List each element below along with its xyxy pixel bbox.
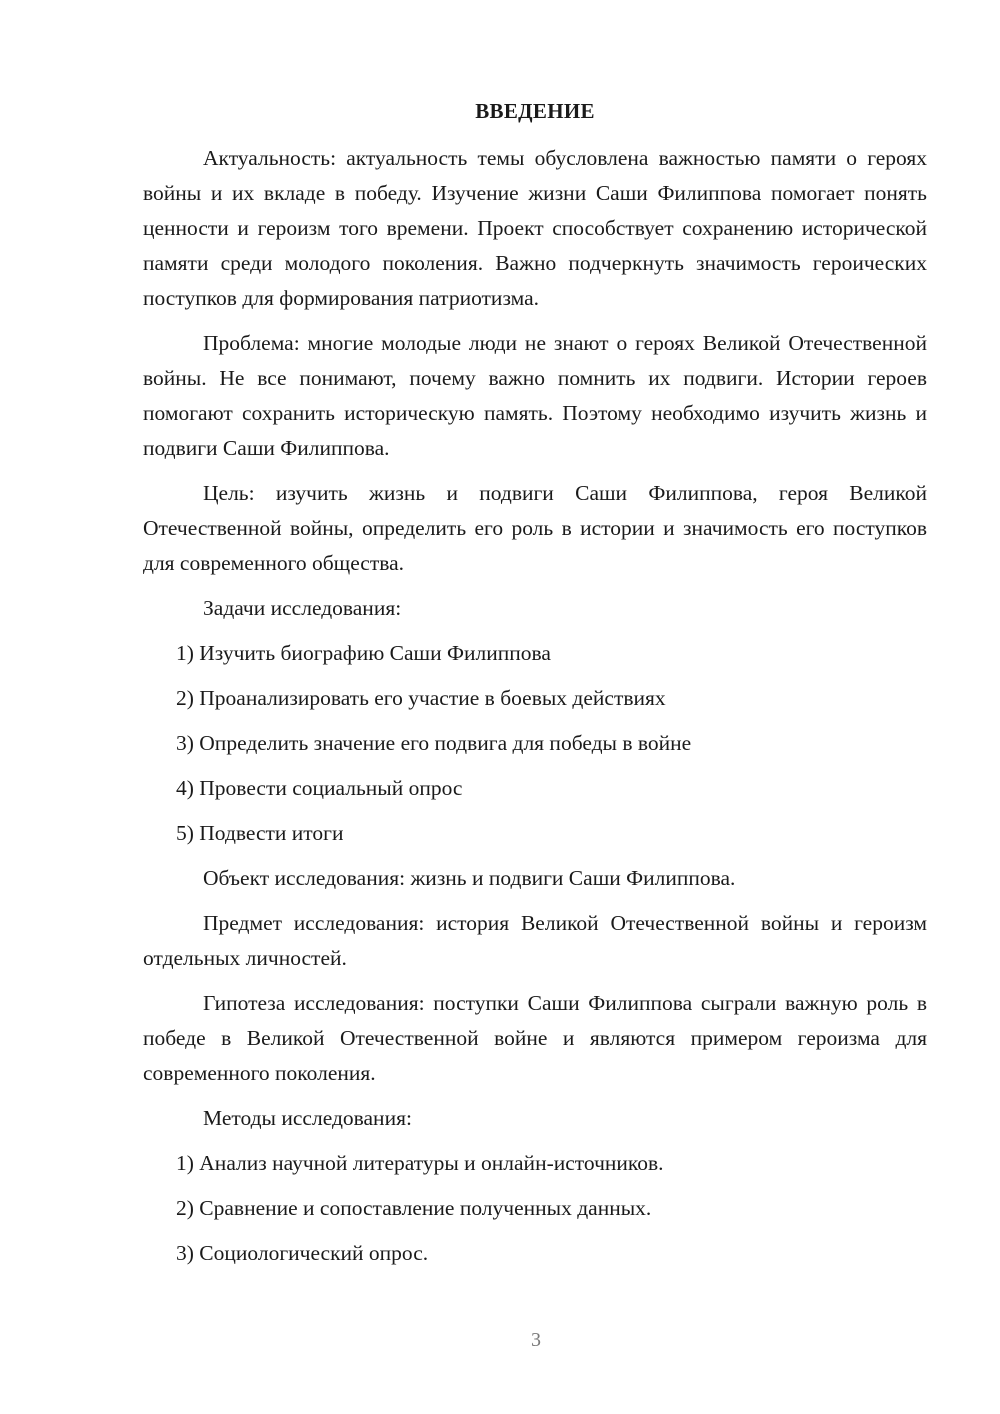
tasks-list [143, 636, 927, 851]
relevance-paragraph: Актуальность: актуальность темы обусловлена важностью памяти о героях войны и их вкладе в победу. Изучение жизни Саши Филиппова помогает понять ценности и героизм того времени. Проект способствует сохранению исторической памяти среди молодого поколения. Важно подчеркнуть значимость героических поступков для формирования патриотизма. [143, 146, 927, 310]
hypothesis-paragraph: Гипотеза исследования: поступки Саши Филиппова сыграли важную роль в победе в Великой Отечественной войне и являются примером героизма для современного поколения. [143, 991, 927, 1085]
page-title: ВВЕДЕНИЕ [475, 99, 595, 123]
page-number: 3 [531, 1329, 541, 1351]
list-item: 3) Социологический опрос. [176, 1241, 429, 1265]
subject-paragraph: Предмет исследования: история Великой Отечественной войны и героизм отдельных личностей. [143, 911, 927, 970]
list-item: 2) Проанализировать его участие в боевых действиях [176, 686, 666, 710]
methods-list [143, 1146, 927, 1271]
tasks-heading: Задачи исследования: [203, 596, 402, 620]
list-item: 3) Определить значение его подвига для победы в войне [176, 731, 692, 755]
list-item: 5) Подвести итоги [176, 821, 344, 845]
object-paragraph: Объект исследования: жизнь и подвиги Саши Филиппова. [203, 866, 736, 890]
list-item: 1) Изучить биографию Саши Филиппова [176, 641, 551, 665]
document-page [143, 94, 927, 1281]
list-item: 2) Сравнение и сопоставление полученных данных. [176, 1196, 652, 1220]
problem-paragraph: Проблема: многие молодые люди не знают о героях Великой Отечественной войны. Не все понимают, почему важно помнить их подвиги. Истории героев помогают сохранить историческую память. Поэтому необходимо изучить жизнь и подвиги Саши Филиппова. [143, 331, 927, 460]
methods-heading: Методы исследования: [203, 1106, 412, 1130]
list-item: 4) Провести социальный опрос [176, 776, 463, 800]
goal-paragraph: Цель: изучить жизнь и подвиги Саши Филиппова, героя Великой Отечественной войны, определить его роль в истории и значимость его поступков для современного общества. [143, 481, 927, 575]
list-item: 1) Анализ научной литературы и онлайн-источников. [176, 1151, 664, 1175]
